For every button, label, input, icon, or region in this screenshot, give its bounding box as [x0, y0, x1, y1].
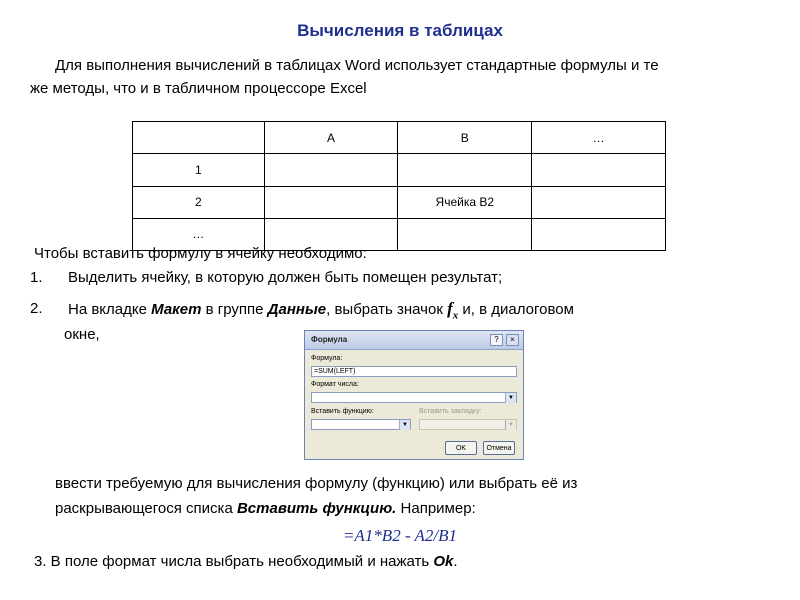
table-cell: [264, 154, 398, 186]
step-3-text: 3. В поле формат числа выбрать необходимый и нажать: [34, 553, 434, 570]
step-2-tab-name: Макет: [151, 301, 202, 318]
step-2-end: и, в диалоговом: [458, 301, 574, 318]
number-format-label: Формат числа:: [311, 381, 359, 388]
step-2-line-2: окне,: [64, 326, 100, 343]
step-2-pre: На вкладке: [68, 301, 152, 318]
formula-dialog: [304, 330, 524, 460]
chevron-down-icon: ▼: [505, 420, 516, 430]
ok-button[interactable]: OK: [445, 441, 477, 455]
after-dialog-post: Например:: [396, 500, 476, 517]
chevron-down-icon: ▼: [505, 393, 516, 403]
intro-line-2: же методы, что и в табличном процессоре Excel: [30, 80, 367, 97]
table-header-b: B: [398, 122, 532, 154]
insert-function-label: Вставить функцию:: [311, 408, 374, 415]
step-1-text: Выделить ячейку, в которую должен быть помещен результат;: [68, 269, 503, 286]
row-header: 1: [133, 154, 265, 186]
table-cell: [532, 218, 666, 250]
after-dialog-line-1: ввести требуемую для вычисления формулу (функцию) или выбрать её из: [55, 475, 578, 492]
step-3-end: .: [453, 553, 458, 570]
close-icon[interactable]: ×: [506, 334, 519, 346]
dialog-title: Формула: [311, 335, 348, 344]
table-cell: [133, 122, 265, 154]
table-row: [133, 122, 666, 154]
after-dialog-pre: раскрывающегося списка: [55, 500, 237, 517]
table-header-more: …: [532, 122, 666, 154]
table-cell: [532, 186, 666, 218]
insert-function-ref: Вставить функцию.: [236, 500, 397, 517]
dialog-title-bar: [305, 331, 523, 350]
step-2-post: , выбрать значок: [326, 301, 448, 318]
row-header: …: [133, 218, 265, 250]
table-cell: [532, 154, 666, 186]
step-2-number: 2.: [30, 300, 43, 317]
formula-label: Формула:: [311, 355, 343, 362]
insert-function-select[interactable]: [311, 419, 411, 430]
after-dialog-line-2: [55, 497, 476, 520]
formula-example: =A1*B2 - A2/B1: [342, 526, 458, 545]
fx-icon: $f_x$: [447, 299, 459, 322]
table-cell: [264, 186, 398, 218]
table-cell-b2: Ячейка B2: [398, 186, 532, 218]
table-cell: [398, 218, 532, 250]
step-3-ok: Ok: [433, 553, 454, 570]
example-table: [132, 121, 666, 251]
table-header-a: A: [264, 122, 398, 154]
step-2-text: [68, 297, 574, 327]
table-cell: [398, 154, 532, 186]
insert-bookmark-select[interactable]: [419, 419, 517, 430]
steps-intro: Чтобы вставить формулу в ячейку необходимо:: [34, 245, 367, 262]
row-header: 2: [133, 186, 265, 218]
page-title: Вычисления в таблицах: [297, 21, 503, 40]
table-row: [133, 186, 666, 218]
formula-input[interactable]: =SUM(LEFT): [311, 366, 517, 377]
intro-line-1: Для выполнения вычислений в таблицах Word использует стандартные формулы и те: [55, 57, 659, 74]
table-row: [133, 154, 666, 186]
number-format-select[interactable]: [311, 392, 517, 403]
chevron-down-icon: ▼: [399, 420, 410, 430]
insert-bookmark-label: Вставить закладку:: [419, 408, 482, 415]
step-1-number: 1.: [30, 269, 43, 286]
step-2-mid: в группе: [201, 301, 268, 318]
help-icon[interactable]: ?: [490, 334, 503, 346]
cancel-button[interactable]: Отмена: [483, 441, 515, 455]
step-2-group-name: Данные: [267, 301, 327, 318]
step-3: [34, 550, 458, 573]
